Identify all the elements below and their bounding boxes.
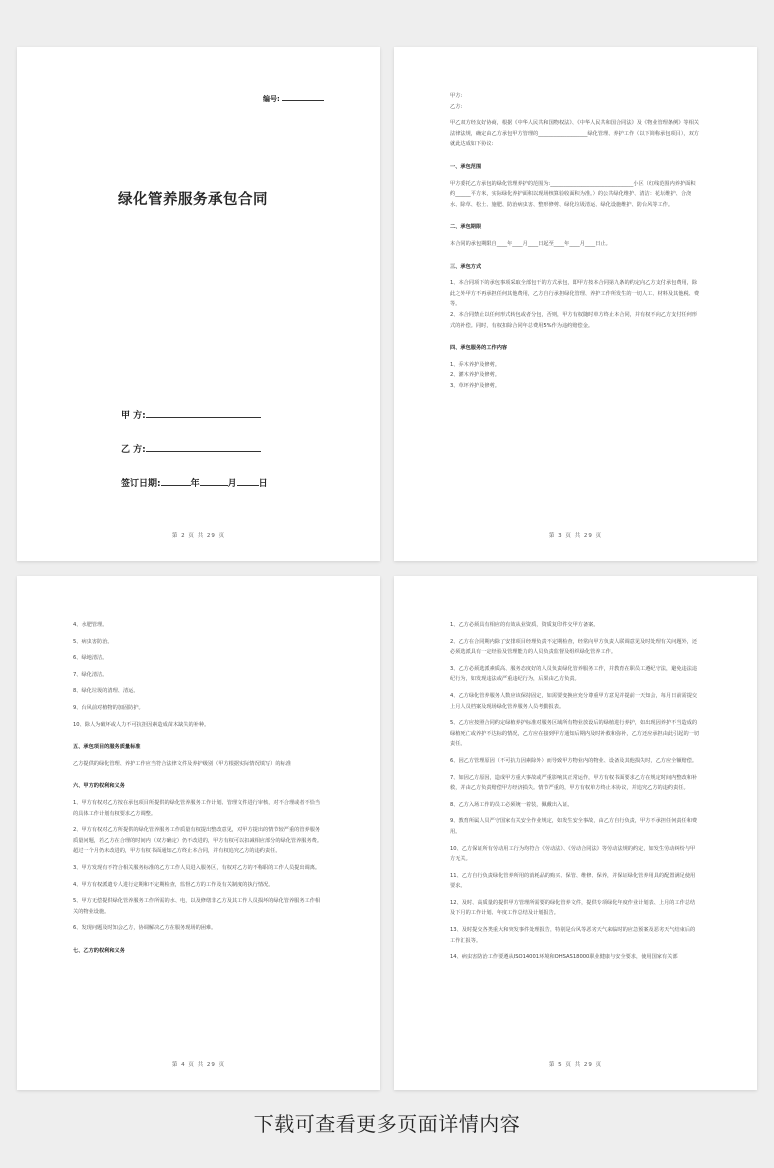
serial-number-label: 编号: bbox=[263, 95, 280, 103]
paragraph: 13、及时提交各类重大和突发事件处理报告，特别是台风等恶劣天气来临时的应急预案及恶劣天气结束后的工作汇报等。 bbox=[450, 927, 696, 944]
year-label: 年 bbox=[190, 479, 200, 489]
paragraph: 本合同的承包期限自____年____月____日起至____年____月____日止。 bbox=[450, 240, 611, 247]
paragraph-spacer bbox=[450, 150, 700, 162]
party-a-blank bbox=[146, 408, 261, 418]
sign-date-field bbox=[121, 476, 268, 489]
serial-number-field bbox=[263, 93, 324, 104]
paragraph: 1、乔木养护及修剪。 bbox=[450, 361, 500, 368]
paragraph: 6、绿地清洁。 bbox=[73, 655, 108, 662]
contract-page-3 bbox=[394, 47, 757, 561]
section-heading: 六、甲方的权利和义务 bbox=[73, 783, 125, 790]
contract-page-4 bbox=[17, 576, 380, 1090]
paragraph: 8、乙方入场工作的员工必须统一着装，佩戴出入证。 bbox=[450, 801, 573, 808]
paragraph-spacer bbox=[450, 250, 700, 262]
page-number: 第 2 页 共 29 页 bbox=[171, 533, 226, 539]
sign-date-label: 签订日期: bbox=[121, 479, 161, 489]
paragraph: 3、草坪养护及修剪。 bbox=[450, 382, 500, 389]
section-heading: 五、承包项目的服务质量标准 bbox=[73, 744, 141, 751]
party-a-label: 甲 方: bbox=[121, 411, 146, 421]
paragraph: 10、除人为破坏或人力不可抗拒因素造成苗木缺失的补种。 bbox=[73, 721, 210, 728]
section-heading: 七、乙方的权利和义务 bbox=[73, 947, 125, 954]
paragraph: 4、乙方绿化管养服务人数应该保持固定，如需要变换应充分尊重甲方意见并提前一天知会，每月日前需提交上月人员档案及现场绿化管养服务人员考勤报表。 bbox=[450, 692, 698, 710]
party-b-blank bbox=[146, 442, 261, 452]
party-b-label: 乙 方: bbox=[121, 445, 146, 455]
serial-number-blank bbox=[282, 93, 324, 101]
page-body bbox=[450, 620, 700, 963]
paragraph: 7、绿化清洁。 bbox=[73, 671, 108, 678]
paragraph: 2、本合同禁止以任何形式转包或者分包，否则，甲方有权随时单方终止本合同，并有权不向乙方支付任何形式的补偿。同时，有权扣除合同年总费用5%作为违约赔偿金。 bbox=[450, 311, 698, 329]
section-heading: 一、承包范围 bbox=[450, 163, 482, 170]
paragraph: 8、绿化垃圾的清理、清运。 bbox=[73, 688, 139, 695]
paragraph: 5、乙方应按照合同约定绿植养护标准对服务区域所有物业放设后的绿植进行养护，如出现因养护不当造成的绿植死亡或养护不达标的情况，乙方应在接到甲方通知后期内及时补救和弥补，乙方还应承担由此引起的一切责任。 bbox=[450, 720, 700, 748]
paragraph: 3、甲方发现有不符合相关服务标准的乙方工作人员进入服务区，有权对乙方的不称职的工作人员提出调离。 bbox=[73, 864, 321, 871]
paragraph: 10、乙方保证所有劳动用工行为均符合《劳动法》、《劳动合同法》等劳动法规的约定，如发生劳动纠纷与甲方无关。 bbox=[450, 845, 696, 863]
paragraph-spacer bbox=[73, 730, 323, 742]
party-b-field bbox=[121, 442, 261, 455]
year-blank bbox=[161, 476, 191, 486]
party-a-field bbox=[121, 408, 261, 421]
contract-title: 绿化管养服务承包合同 bbox=[118, 192, 268, 208]
paragraph: 乙方: bbox=[450, 103, 463, 110]
paragraph: 1、甲方有权对乙方按在承包项目所提供的绿化管养服务工作计划、管理文件进行审核，对不合理或者不恰当的具体工作计划有权要求乙方调整。 bbox=[73, 799, 321, 817]
paragraph: 11、乙方自行负责绿化管养所用的消耗品的购买、保管、维修、保养，并保证绿化管养用具的配置满足使用要求。 bbox=[450, 872, 696, 890]
paragraph: 甲乙双方经友好协商，根据《中华人民共和国物权法》、《中华人民共和国合同法》及《物业管理条例》等相关法律法规，确定由乙方承包甲方管理的___________________绿化管理、养护工作（以下简称承包项目），双方就此达成如下协议: bbox=[450, 120, 699, 148]
paragraph: 甲方委托乙方承包的绿化管理养护的范围为:________________________________小区（红线范围内养护面积约______平方米，实际绿化养护面积以现场核算验收面积为准。）的公共绿化维护、清洁：花坛维护、合浇水、除草、松土、施肥、防治病虫害、整形修剪、绿化垃圾清运、绿化设施维护、防台风等工作。 bbox=[450, 180, 696, 208]
paragraph: 12、及时、高质量的提供甲方管理所需要的绿化管养文件，提供专项绿化年度作业计划表、上月的工作总结及下月的工作计划、年度工作总结及计划报告。 bbox=[450, 899, 696, 917]
paragraph: 9、台风前对植物的加固防护。 bbox=[73, 704, 144, 711]
cover-page bbox=[17, 47, 380, 561]
paragraph: 4、甲方有权派遣专人进行定期和不定期检查，监督乙方的工作及有关制度的执行情况。 bbox=[73, 881, 274, 888]
page-body bbox=[450, 91, 700, 391]
section-heading: 二、承包期限 bbox=[450, 224, 482, 231]
paragraph-spacer bbox=[450, 210, 700, 222]
paragraph: 甲方: bbox=[450, 93, 463, 99]
paragraph: 乙方提供的绿化管理、养护工作应当符合法律文件及养护级别（甲方根据实际情况填写）的标准 bbox=[73, 760, 291, 767]
paragraph: 6、发现问题及时知会乙方，协调解决乙方在服务现场的困难。 bbox=[73, 925, 217, 932]
download-caption: 下载可查看更多页面详情内容 bbox=[253, 1112, 521, 1136]
paragraph: 5、甲方无偿提供绿化管养服务工作所需的水、电，以及修缮非乙方及其工作人员损坏的绿化管养服务工作相关的物业设施。 bbox=[73, 898, 321, 915]
contract-page-5 bbox=[394, 576, 757, 1090]
paragraph: 6、因乙方管理原因（不可抗力因素除外）而导致甲方物业内的物业、设备及其他损失时，乙方应全额赔偿。 bbox=[450, 757, 698, 764]
paragraph-spacer bbox=[450, 331, 700, 343]
day-blank bbox=[237, 476, 259, 486]
paragraph: 9、教育所属人员严守国家有关安全作业规定，如发生安全事故，由乙方自行负责，甲方不承担任何责任和费用。 bbox=[450, 818, 698, 835]
month-blank bbox=[200, 476, 228, 486]
paragraph: 14、病虫害防治工作要遵从ISO14001环境和OHSAS18000职业健康与安全要求，使用国家有关部 bbox=[450, 954, 678, 961]
paragraph: 5、病虫害防治。 bbox=[73, 638, 113, 645]
paragraph: 4、水肥管理。 bbox=[73, 622, 108, 628]
paragraph: 2、乙方在合同期内除了安排项目经理负责不定期检查，经常向甲方负责人联调意见及时处理有关问题外，还必须选派具有一定经验及管理能力的人员负责监督及组织绿化管养工作。 bbox=[450, 638, 698, 656]
paragraph: 1、乙方必须具有相应的有效从业资质，资质复印件交甲方备案。 bbox=[450, 622, 599, 628]
page-number: 第 5 页 共 29 页 bbox=[548, 1062, 603, 1068]
paragraph-spacer bbox=[73, 934, 323, 946]
page-number: 第 4 页 共 29 页 bbox=[171, 1062, 226, 1068]
paragraph: 1、本合同项下的承包事项采取全部包干的方式承包，即甲方按本合同第九条的约定向乙方支付承包费用，除此之外甲方不再承担任何其他费用，乙方自行承担绿化管理、养护工作所发生的一切人工、材料及其他税、费等。 bbox=[450, 280, 700, 308]
paragraph: 7、如因乙方原因，造成甲方重大事故或严重影响其正常运作，甲方有权书面要求乙方在规定时间内整改和补救，并由乙方负责赔偿甲方经济损失。情节严重的，甲方有权单方终止本协议，并追究乙方的违约责任。 bbox=[450, 774, 698, 792]
paragraph-spacer bbox=[73, 769, 323, 781]
day-label: 日 bbox=[258, 479, 268, 489]
paragraph: 2、灌木养护及修剪。 bbox=[450, 372, 500, 379]
month-label: 月 bbox=[227, 479, 237, 489]
paragraph: 2、甲方有权对乙方所提供的绿化管养服务工作质量有权提出整改意见，对甲方提出的情节较严重的管养服务质量问题，若乙方在合理的时间内（双方确定）仍不改进的，甲方有权可以扣减相应部分的绿化管养服务费。超过一个月仍未改进的，甲方有权书面通知乙方终止本合同，并有权追究乙方的违约责任。 bbox=[73, 827, 323, 855]
section-heading: 四、承包服务的工作内容 bbox=[450, 345, 508, 352]
page-number: 第 3 页 共 29 页 bbox=[548, 533, 603, 539]
section-heading: 三、承包方式 bbox=[450, 263, 482, 270]
page-body bbox=[73, 620, 323, 956]
paragraph: 3、乙方必须选派素质高、服务态度好的人员负责绿化管养服务工作，并教育在职员工遵纪守法，避免违法违纪行为，如发现违法或严重违纪行为，后果由乙方负责。 bbox=[450, 665, 698, 683]
